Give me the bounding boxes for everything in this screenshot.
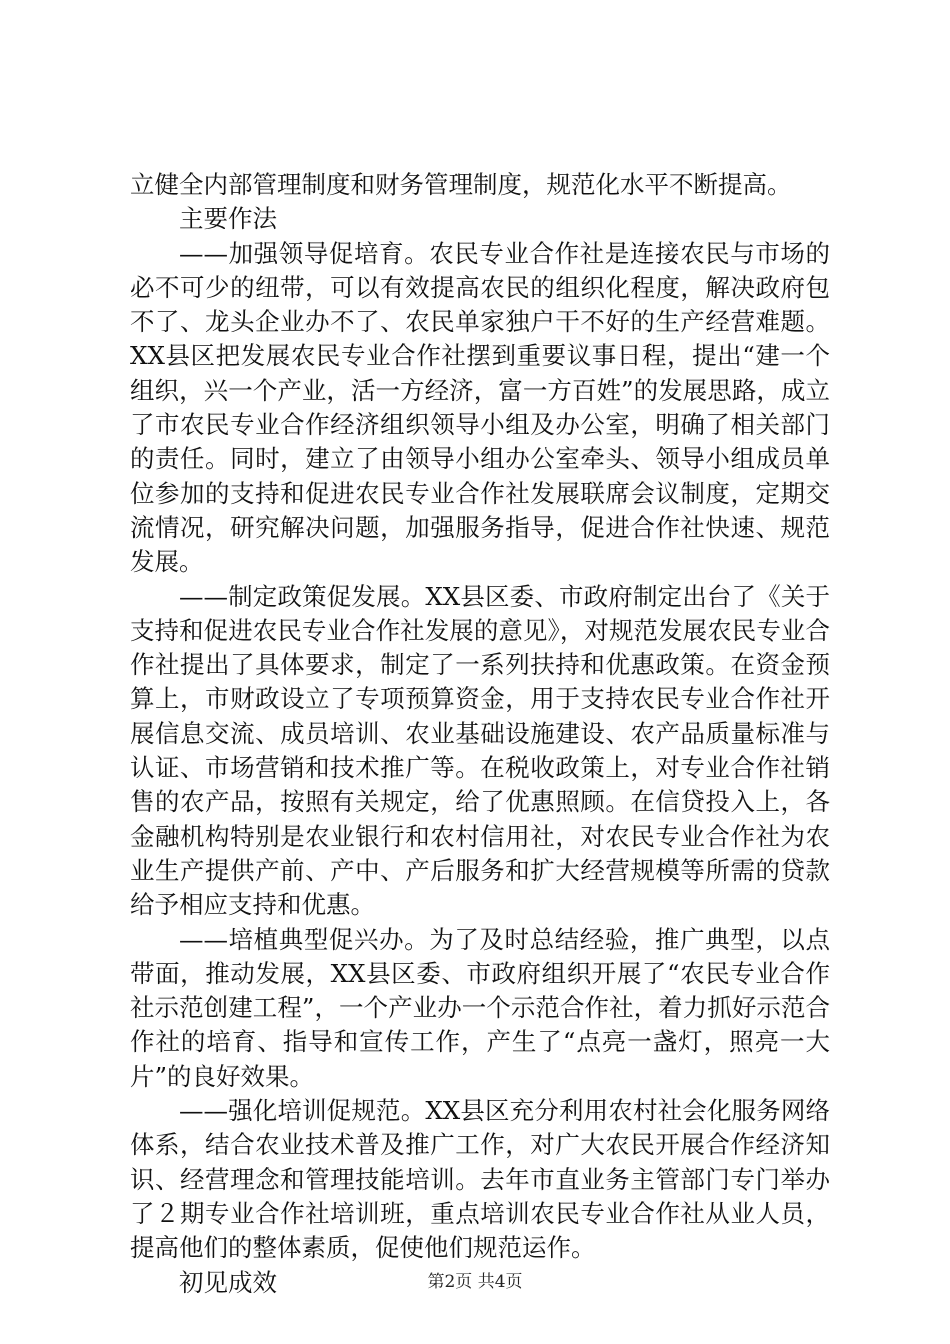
section-heading-main-practices: 主要作法 bbox=[179, 204, 277, 234]
paragraph-policy: ——制定政策促发展。XX县区委、市政府制定出台了《关于支持和促进农民专业合作社发展的意见》，对规范发展农民专业合作社提出了具体要求，制定了一系列扶持和优惠政策。在资金预算上，市财政设立了专项预算资金，用于支持农民专业合作社开展信息交流、成员培训、农业基础设施建设、农产品质量标准与认证、市场营销和技术推广等。在税收政策上，对专业合作社销售的农产品，按照有关规定，给了优惠照顾。在信贷投入上，各金融机构特别是农业银行和农村信用社，对农民专业合作社为农业生产提供产前、产中、产后服务和扩大经营规模等所需的贷款给予相应支持和优惠。 bbox=[130, 581, 830, 920]
paragraph-continuation: 立健全内部管理制度和财务管理制度，规范化水平不断提高。 bbox=[130, 170, 792, 199]
page-number-footer: 第2页 共4页 bbox=[427, 1272, 523, 1292]
paragraph-model-cultivation: ——培植典型促兴办。为了及时总结经验，推广典型，以点带面，推动发展，XX县区委、市政府组织开展了“农民专业合作社示范创建工程”，一个产业办一个示范合作社，着力抓好示范合作社的培育、指导和宣传工作，产生了“点亮一盏灯，照亮一大片”的良好效果。 bbox=[130, 924, 830, 1091]
document-body bbox=[130, 168, 830, 1300]
section-heading-initial-results: 初见成效 bbox=[179, 1267, 277, 1297]
paragraph-training: ——强化培训促规范。XX县区充分利用农村社会化服务网络体系，结合农业技术普及推广工作，对广大农民开展合作经济知识、经营理念和管理技能培训。去年市直业务主管部门专门举办了２期专业合作社培训班，重点培训农民专业合作社从业人员，提高他们的整体素质，促使他们规范运作。 bbox=[130, 1096, 830, 1263]
paragraph-leadership: ——加强领导促培育。农民专业合作社是连接农民与市场的必不可少的纽带，可以有效提高农民的组织化程度，解决政府包不了、龙头企业办不了、农民单家独户干不好的生产经营难题。XX县区把发展农民专业合作社摆到重要议事日程，提出“建一个组织，兴一个产业，活一方经济，富一方百姓”的发展思路，成立了市农民专业合作经济组织领导小组及办公室，明确了相关部门的责任。同时，建立了由领导小组办公室牵头、领导小组成员单位参加的支持和促进农民专业合作社发展联席会议制度，定期交流情况，研究解决问题，加强服务指导，促进合作社快速、规范发展。 bbox=[130, 238, 830, 577]
